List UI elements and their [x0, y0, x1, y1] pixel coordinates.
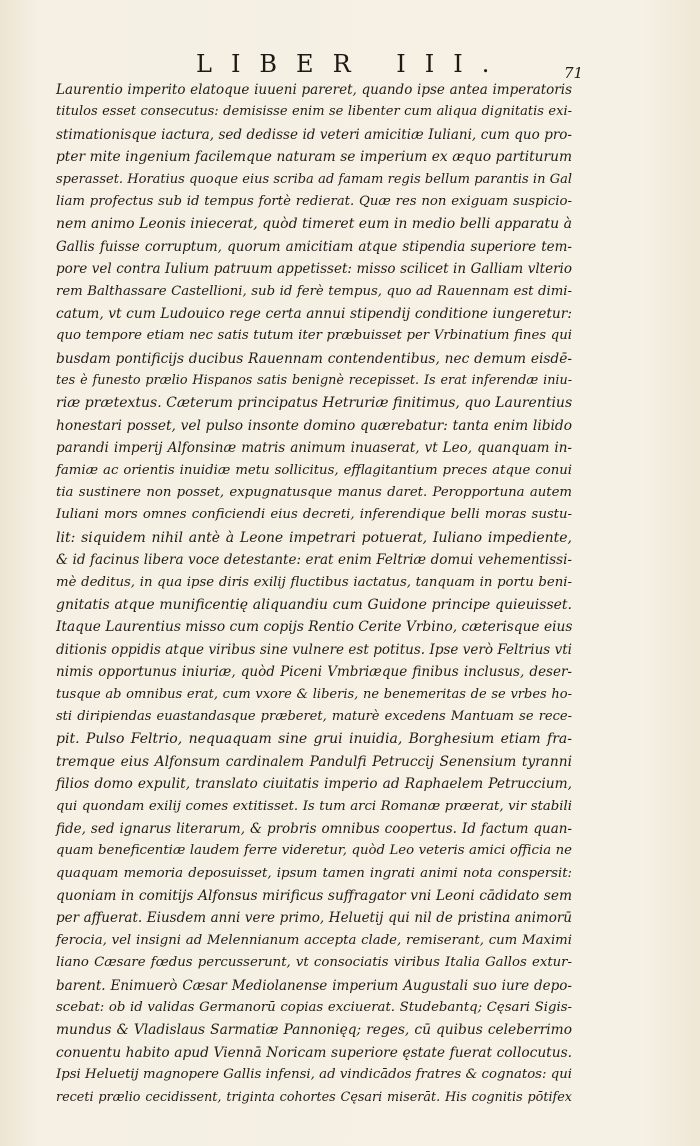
text-line: nem animo Leonis iniecerat, quòd timeret eum in medio belli apparatu à: [56, 216, 572, 233]
text-line: Laurentio imperito elatoque iuueni pareret, quando ipse antea imperatoris: [56, 82, 572, 98]
text-line: nimis opportunus iniuriæ, quòd Piceni Vmbriæque finibus inclusus, deser-: [56, 664, 572, 681]
text-line: pit. Pulso Feltrio, nequaquam sine grui inuidia, Borghesium etiam fra-: [56, 731, 572, 748]
running-head: LIBER III.: [196, 50, 509, 78]
text-line: tusque ab omnibus erat, cum vxore & liberis, ne benemeritas de se vrbes ho-: [56, 686, 572, 702]
text-line: parandi imperij Alfonsinæ matris animum inuaserat, vt Leo, quanquam in-: [56, 440, 572, 457]
text-line: mè deditus, in qua ipse diris exilij fluctibus iactatus, tanquam in portu beni-: [56, 574, 572, 590]
text-line: lit: siquidem nihil antè à Leone impetrari potuerat, Iuliano impediente,: [56, 529, 572, 546]
text-line: gnitatis atque munificentię aliquandiu cum Guidone principe quieuisset.: [56, 596, 572, 613]
text-line: tia sustinere non posset, expugnatusque manus daret. Peropportuna autem: [56, 485, 572, 501]
text-line: stimationisque iactura, sed dedisse id veteri amicitiæ Iuliani, cum quo pro-: [56, 126, 572, 143]
text-line: quo tempore etiam nec satis tutum iter præbuisset per Vrbinatium fines qui: [56, 328, 572, 344]
text-line: Iuliani mors omnes conficiendi eius decreti, inferendique belli moras sustu-: [56, 507, 572, 523]
text-line: catum, vt cum Ludouico rege certa annui stipendij conditione iungeretur:: [56, 305, 572, 322]
text-line: scebat: ob id validas Germanorū copias exciuerat. Studebantq; Cęsari Sigis-: [56, 1000, 572, 1016]
page-number: 71: [564, 64, 584, 82]
text-line: tes è funesto prælio Hispanos satis benignè recepisset. Is erat inferendæ iniu-: [56, 373, 572, 389]
text-line: Ipsi Heluetij magnopere Gallis infensi, ad vindicādos fratres & cognatos: qui: [56, 1067, 572, 1083]
text-line: famiæ ac orientis inuidiæ metu sollicitus, efflagitantium preces atque conui: [56, 462, 572, 478]
text-line: per affuerat. Eiusdem anni vere primo, Heluetij qui nil de pristina animorū: [56, 910, 572, 927]
text-line: honestari posset, vel pulso insonte domino quærebatur: tanta enim libido: [56, 417, 572, 434]
text-line: filios domo expulit, translato ciuitatis imperio ad Raphaelem Petruccium,: [56, 776, 572, 793]
text-line: quam beneficentiæ laudem ferre videretur, quòd Leo veteris amici officia ne: [56, 843, 572, 859]
text-line: quaquam memoria deposuisset, ipsum tamen ingrati animi nota conspersit:: [56, 865, 572, 881]
text-line: & id facinus libera voce detestante: erat enim Feltriæ domui vehementissi-: [56, 552, 572, 569]
text-line: pore vel contra Iulium patruum appetisset: misso scilicet in Galliam vlterio: [56, 261, 572, 278]
text-line: liam profectus sub id tempus fortè redierat. Quæ res non exiguam suspicio-: [56, 193, 572, 209]
text-line: conuentu habito apud Viennā Noricam superiore ęstate fuerat collocutus.: [56, 1044, 572, 1061]
text-line: liano Cæsare fœdus percusserunt, vt consociatis viribus Italia Gallos extur-: [56, 955, 572, 971]
text-line: ferocia, vel insigni ad Melennianum accepta clade, remiserant, cum Maximi: [56, 932, 572, 948]
text-line: Gallis fuisse corruptum, quorum amicitiam atque stipendia superiore tem-: [56, 238, 572, 255]
text-line: ditionis oppidis atque viribus sine vulnere est potitus. Ipse verò Feltrius vti: [56, 641, 572, 658]
text-line: barent. Enimuerò Cæsar Mediolanense imperium Augustali suo iure depo-: [56, 977, 572, 994]
text-line: fide, sed ignarus literarum, & probris omnibus coopertus. Id factum quan-: [56, 820, 572, 837]
text-line: pter mite ingenium facilemque naturam se imperium ex æquo partiturum: [56, 149, 572, 166]
text-line: receti prælio cecidissent, triginta cohortes Cęsari miserāt. His cognitis pōtifex: [56, 1089, 572, 1105]
text-line: Itaque Laurentius misso cum copijs Rentio Cerite Vrbino, cæterisque eius: [56, 619, 573, 636]
text-line: titulos esset consecutus: demisisse enim se libenter cum aliqua dignitatis exi-: [56, 104, 572, 120]
text-line: busdam pontificijs ducibus Rauennam contendentibus, nec demum eisdē-: [56, 350, 572, 367]
body-text: [56, 79, 572, 1109]
text-line: quoniam in comitijs Alfonsus mirificus suffragator vni Leoni cādidato sem: [56, 888, 572, 905]
text-line: rem Balthassare Castellioni, sub id ferè tempus, quo ad Rauennam est dimi-: [56, 283, 572, 299]
text-line: sperasset. Horatius quoque eius scriba ad famam regis bellum parantis in Gal: [56, 171, 572, 187]
text-line: mundus & Vladislaus Sarmatiæ Pannonięq; reges, cū quibus celeberrimo: [56, 1022, 572, 1039]
text-line: tremque eius Alfonsum cardinalem Pandulfi Petruccij Senensium tyranni: [56, 753, 572, 770]
text-line: sti diripiendas euastandasque præberet, maturè excedens Mantuam se rece-: [56, 708, 572, 724]
text-line: riæ prætextus. Cæterum principatus Hetruriæ finitimus, quo Laurentius: [56, 395, 573, 412]
text-line: qui quondam exilij comes extitisset. Is tum arci Romanæ præerat, vir stabili: [56, 798, 572, 814]
